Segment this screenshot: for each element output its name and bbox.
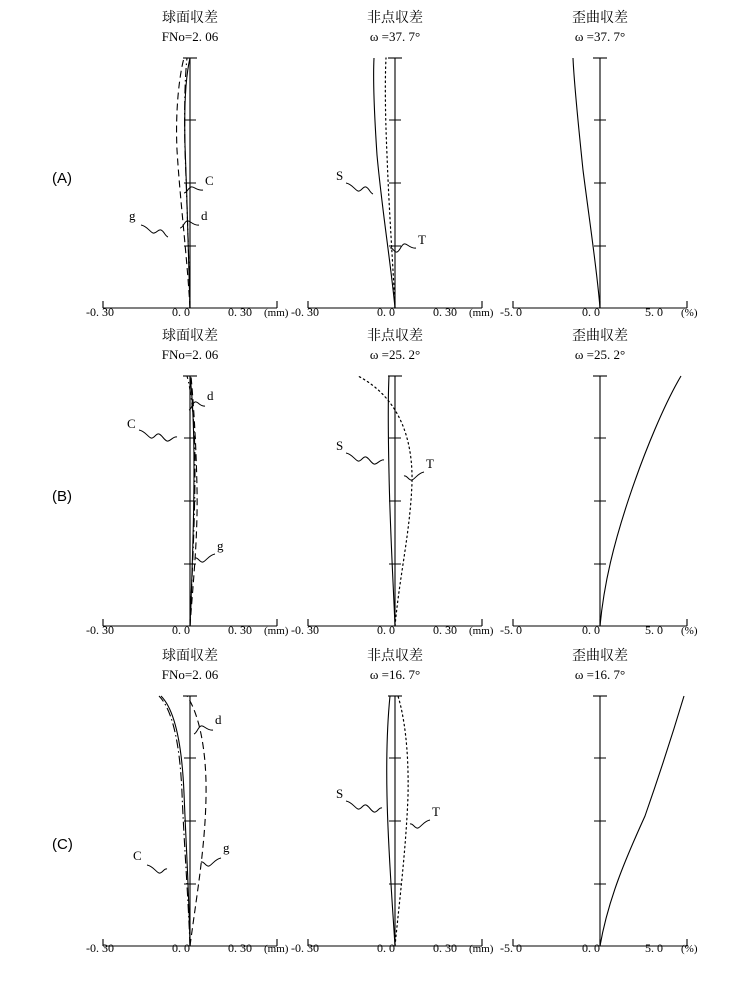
xtick-right: 5. 0 (645, 305, 663, 319)
xtick-right: 0. 30 (228, 941, 252, 955)
panel-c-distortion (505, 648, 695, 948)
xaxis-unit: (%) (681, 625, 698, 637)
panel-title: 球面収差 (162, 329, 218, 344)
xtick-center: 0. 0 (377, 305, 395, 319)
xtick-left: -0. 30 (86, 623, 114, 637)
xtick-right: 0. 30 (433, 623, 457, 637)
curve-label-c: C (127, 416, 136, 431)
curve-label-g: g (129, 208, 136, 223)
panel-title: 非点収差 (367, 649, 423, 664)
panel-subtitle: ω =25. 2° (574, 347, 626, 362)
xtick-center: 0. 0 (172, 941, 190, 955)
xtick-right: 5. 0 (645, 941, 663, 955)
curve-label-c: C (133, 848, 142, 863)
panel-a-astigmatism (300, 10, 490, 310)
xtick-left: -0. 30 (291, 623, 319, 637)
panel-b-astigmatism (300, 328, 490, 628)
leader-lines (95, 648, 285, 948)
leader-lines (300, 648, 490, 948)
xtick-right: 0. 30 (433, 941, 457, 955)
row-label-c: (C) (52, 836, 73, 853)
xtick-right: 0. 30 (433, 305, 457, 319)
panel-c-astigmatism (300, 648, 490, 948)
xtick-left: -5. 0 (500, 305, 522, 319)
panel-subtitle: ω =37. 7° (574, 29, 626, 44)
curve-label-t: T (426, 456, 434, 471)
curve-label-g: g (223, 840, 230, 855)
xaxis-unit: (%) (681, 307, 698, 319)
xtick-left: -5. 0 (500, 623, 522, 637)
xtick-left: -0. 30 (291, 305, 319, 319)
xtick-left: -0. 30 (291, 941, 319, 955)
panel-title: 非点収差 (367, 11, 423, 26)
leader-lines (95, 328, 285, 628)
panel-title: 歪曲収差 (572, 649, 628, 664)
curve-label-g: g (217, 538, 224, 553)
panel-a-distortion (505, 10, 695, 310)
xtick-left: -5. 0 (500, 941, 522, 955)
panel-subtitle: ω =25. 2° (369, 347, 421, 362)
panel-title: 非点収差 (367, 329, 423, 344)
panel-plot (505, 50, 695, 312)
curve-label-d: d (201, 208, 208, 223)
curve-label-d: d (207, 388, 214, 403)
panel-plot (505, 688, 695, 950)
panel-subtitle: ω =37. 7° (369, 29, 421, 44)
curve-label-s: S (336, 168, 344, 183)
xtick-center: 0. 0 (172, 623, 190, 637)
panel-b-spherical (95, 328, 285, 628)
leader-lines (300, 10, 490, 310)
xaxis-unit: (mm) (264, 943, 289, 955)
row-label-a: (A) (52, 170, 72, 187)
panel-subtitle: FNo=2. 06 (161, 347, 219, 362)
curve-label-s: S (336, 438, 344, 453)
panel-title: 歪曲収差 (572, 329, 628, 344)
xaxis-unit: (mm) (264, 625, 289, 637)
panel-subtitle: FNo=2. 06 (161, 667, 219, 682)
xaxis-unit: (mm) (469, 625, 494, 637)
xtick-center: 0. 0 (377, 941, 395, 955)
xtick-center: 0. 0 (172, 305, 190, 319)
curve-label-t: T (418, 232, 426, 247)
panel-title: 歪曲収差 (572, 11, 628, 26)
panel-c-spherical (95, 648, 285, 948)
curve-label-d: d (215, 712, 222, 727)
xtick-center: 0. 0 (582, 623, 600, 637)
xtick-right: 5. 0 (645, 623, 663, 637)
panel-subtitle: FNo=2. 06 (161, 29, 219, 44)
xtick-right: 0. 30 (228, 623, 252, 637)
xaxis-unit: (mm) (264, 307, 289, 319)
xtick-left: -0. 30 (86, 305, 114, 319)
leader-lines (300, 328, 490, 628)
xaxis-unit: (mm) (469, 307, 494, 319)
xaxis-unit: (mm) (469, 943, 494, 955)
xtick-center: 0. 0 (582, 305, 600, 319)
row-label-b: (B) (52, 488, 72, 505)
xtick-left: -0. 30 (86, 941, 114, 955)
curve-label-s: S (336, 786, 344, 801)
xaxis-unit: (%) (681, 943, 698, 955)
xtick-center: 0. 0 (377, 623, 395, 637)
panel-b-distortion (505, 328, 695, 628)
curve-label-c: C (205, 173, 214, 188)
xtick-right: 0. 30 (228, 305, 252, 319)
xtick-center: 0. 0 (582, 941, 600, 955)
panel-subtitle: ω =16. 7° (574, 667, 626, 682)
panel-title: 球面収差 (162, 11, 218, 26)
panel-title: 球面収差 (162, 649, 218, 664)
leader-lines (95, 10, 285, 310)
panel-subtitle: ω =16. 7° (369, 667, 421, 682)
panel-plot (505, 368, 695, 630)
curve-label-t: T (432, 804, 440, 819)
panel-a-spherical (95, 10, 285, 310)
